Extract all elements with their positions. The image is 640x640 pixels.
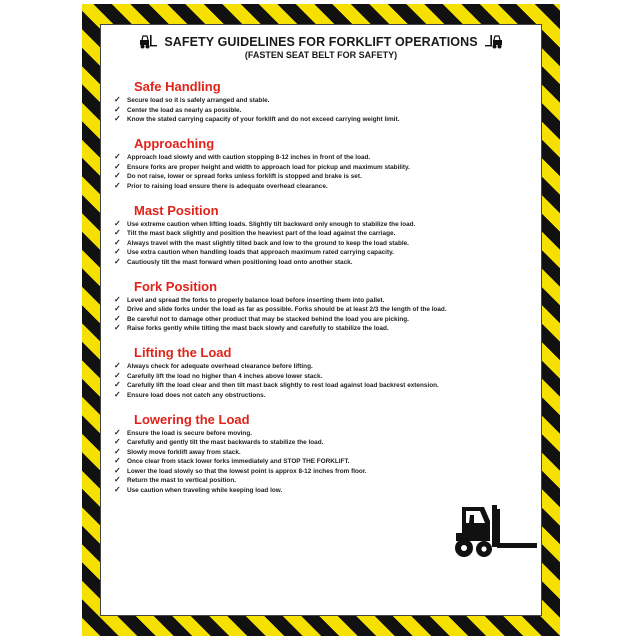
- list-item-text: Use extreme caution when lifting loads. Slightly tilt backward only enough to stabilize the load.: [127, 220, 416, 228]
- list-item-text: Tilt the mast back slightly and position the heaviest part of the load against the carriage.: [127, 230, 396, 237]
- list-item-text: Use extra caution when handling loads that approach maximum rated carrying capacity.: [127, 249, 394, 256]
- guideline-section: [114, 412, 535, 495]
- list-item-text: Be careful not to damage other product that may be stacked behind the load you are picking.: [127, 315, 409, 323]
- list-item: [114, 465, 535, 476]
- check-icon: ✓: [114, 427, 121, 437]
- list-item-text: Ensure forks are proper height and width to approach load for pickup and maximum stability.: [127, 163, 410, 171]
- list-item-text: Center the load as nearly as possible.: [127, 106, 242, 114]
- list-item-text: Return the mast to vertical position.: [127, 477, 237, 484]
- check-icon: ✓: [114, 228, 121, 237]
- guideline-section: [114, 279, 535, 334]
- guideline-section: [114, 203, 535, 267]
- list-item-text: Lower the load slowly so that the lowest point is approx 8-12 inches from floor.: [127, 467, 367, 475]
- list-item-text: Level and spread the forks to properly balance load before inserting them into pallet.: [127, 296, 385, 304]
- list-item-text: Raise forks gently while tilting the mast back slowly and carefully to stabilize the load.: [127, 325, 389, 332]
- page-title: SAFETY GUIDELINES FOR FORKLIFT OPERATIONS: [164, 35, 478, 49]
- check-icon: ✓: [114, 370, 121, 380]
- list-item: [114, 382, 535, 390]
- list-item-text: Do not raise, lower or spread forks unless forklift is stopped and brake is set.: [127, 173, 362, 180]
- list-item: [114, 294, 535, 305]
- list-item: [114, 230, 535, 238]
- list-item-text: Prior to raising load ensure there is adequate overhead clearance.: [127, 182, 328, 190]
- list-item-text: Once clear from stack lower forks immediately and STOP THE FORKLIFT.: [127, 458, 350, 465]
- list-item-text: Carefully lift the load no higher than 4 inches above lower stack.: [127, 372, 323, 380]
- list-item: [114, 313, 535, 324]
- list-item: [114, 256, 535, 267]
- check-icon: ✓: [114, 152, 121, 161]
- list-item: [114, 458, 535, 466]
- list-item-text: Use caution when traveling while keeping load low.: [127, 486, 283, 494]
- safety-poster-panel: [100, 24, 542, 616]
- check-icon: ✓: [114, 161, 121, 171]
- list-item: [114, 427, 535, 438]
- check-icon: ✓: [114, 361, 121, 370]
- check-icon: ✓: [114, 380, 121, 389]
- page-subtitle: (FASTEN SEAT BELT FOR SAFETY): [244, 50, 398, 60]
- check-icon: ✓: [114, 247, 121, 256]
- list-item-text: Know the stated carrying capacity of your forklift and do not exceed carrying weight limit.: [127, 116, 400, 123]
- list-item: [114, 477, 535, 485]
- list-item-text: Ensure load does not catch any obstructions.: [127, 391, 266, 399]
- check-icon: ✓: [114, 180, 121, 190]
- section-title: Lifting the Load: [134, 345, 232, 360]
- check-icon: ✓: [114, 313, 121, 323]
- check-icon: ✓: [114, 114, 121, 123]
- section-title: Mast Position: [134, 202, 219, 218]
- list-item: [114, 104, 535, 115]
- check-icon: ✓: [114, 484, 121, 494]
- list-item: [114, 237, 535, 248]
- check-icon: ✓: [114, 237, 121, 247]
- check-icon: ✓: [114, 95, 121, 104]
- list-item: [114, 218, 535, 229]
- list-item-text: Slowly move forklift away from stack.: [127, 448, 241, 456]
- guideline-section: [114, 79, 535, 124]
- list-item: [114, 154, 535, 162]
- list-item: [114, 439, 535, 447]
- forklift-icon: [138, 35, 158, 49]
- list-item-text: Ensure the load is secure before moving.: [127, 429, 253, 437]
- list-item-text: Secure load so it is safely arranged and stable.: [127, 97, 270, 104]
- list-item-text: Approach load slowly and with caution stopping 8-12 inches in front of the load.: [127, 154, 371, 161]
- list-item-text: Carefully lift the load clear and then tilt mast back slightly to rest load against load backrest extension.: [127, 382, 439, 389]
- forklift-icon: [450, 503, 538, 564]
- list-item: [114, 306, 535, 314]
- list-item: [114, 249, 535, 257]
- list-item: [114, 325, 535, 333]
- hazard-stripe-border: [82, 4, 560, 636]
- section-title: Approaching: [134, 136, 215, 151]
- section-title: Safe Handling: [134, 79, 221, 94]
- list-item-text: Cautiously tilt the mast forward when positioning load onto another stack.: [127, 258, 353, 266]
- list-item: [114, 97, 535, 105]
- poster-header: [101, 35, 541, 60]
- list-item: [114, 446, 535, 457]
- check-icon: ✓: [114, 171, 121, 180]
- check-icon: ✓: [114, 456, 121, 465]
- list-item: [114, 173, 535, 181]
- check-icon: ✓: [114, 465, 121, 475]
- list-item: [114, 363, 535, 371]
- guideline-section: [114, 136, 535, 191]
- check-icon: ✓: [114, 294, 121, 304]
- check-icon: ✓: [114, 218, 121, 228]
- list-item: [114, 116, 535, 124]
- title-row: [101, 35, 541, 49]
- list-item: [114, 370, 535, 381]
- check-icon: ✓: [114, 256, 121, 266]
- list-item: [114, 180, 535, 191]
- check-icon: ✓: [114, 475, 121, 484]
- guideline-section: [114, 345, 535, 400]
- list-item: [114, 389, 535, 400]
- forklift-icon: [484, 35, 504, 49]
- check-icon: ✓: [114, 389, 121, 399]
- check-icon: ✓: [114, 304, 121, 313]
- list-item-text: Always travel with the mast slightly tilted back and low to the ground to keep the load stable.: [127, 239, 409, 247]
- check-icon: ✓: [114, 104, 121, 114]
- check-icon: ✓: [114, 437, 121, 446]
- guidelines-list: [114, 79, 535, 496]
- check-icon: ✓: [114, 446, 121, 456]
- list-item-text: Drive and slide forks under the load as far as possible. Forks should be at least 2/3 the length of the load.: [127, 306, 447, 313]
- list-item-text: Always check for adequate overhead clearance before lifting.: [127, 363, 313, 370]
- section-title: Fork Position: [134, 278, 218, 294]
- list-item-text: Carefully and gently tilt the mast backwards to stabilize the load.: [127, 439, 324, 446]
- list-item: [114, 161, 535, 172]
- check-icon: ✓: [114, 323, 121, 332]
- section-title: Lowering the Load: [134, 411, 250, 427]
- list-item: [114, 484, 535, 495]
